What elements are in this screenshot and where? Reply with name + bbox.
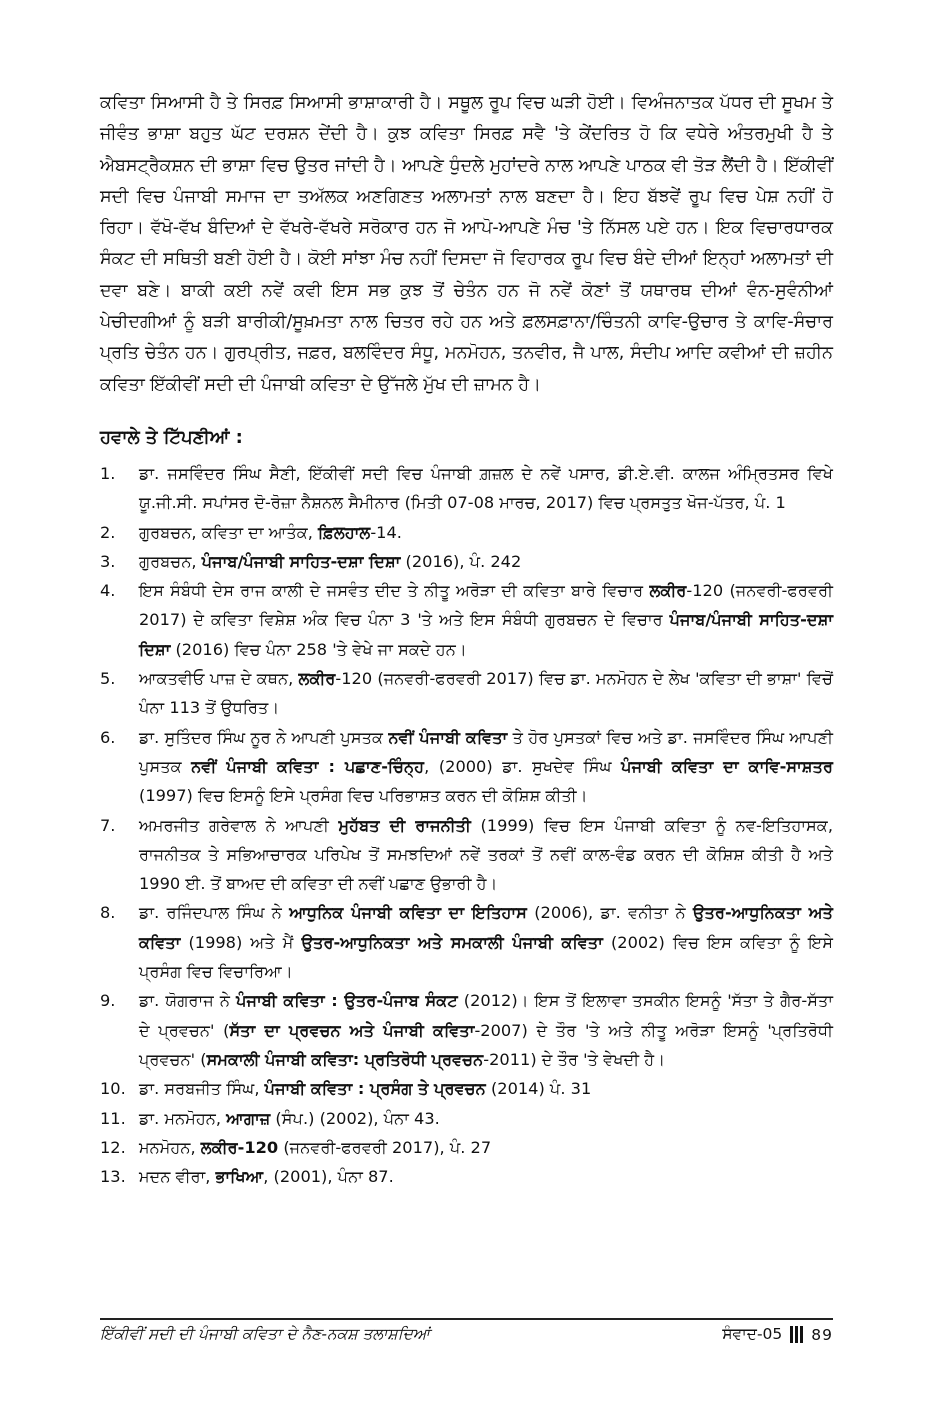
- reference-text: [139, 898, 833, 986]
- reference-title: ਪੰਜਾਬੀ ਕਵਿਤਾ : ਪ੍ਰਸੰਗ ਤੇ ਪ੍ਰਵਚਨ: [264, 1079, 486, 1099]
- reference-segment: ਤੇ ਹੋਰ ਪੁਸਤਕਾਂ ਵਿਚ ਅਤੇ ਡਾ. ਜਸਵਿੰਦਰ ਸਿੰਘ ਆਪਣੀ ਪੁਸਤਕ: [139, 727, 833, 776]
- reference-text: [139, 1162, 833, 1191]
- references-heading: ਹਵਾਲੇ ਤੇ ਟਿੱਪਣੀਆਂ :: [100, 426, 243, 448]
- reference-segment: , (2001), ਪੰਨਾ 87.: [263, 1167, 394, 1187]
- reference-segment: (2016) ਵਿਚ ਪੰਨਾ 258 'ਤੇ ਵੇਖੇ ਜਾ ਸਕਦੇ ਹਨ।: [170, 639, 467, 659]
- page-footer: [100, 1325, 833, 1353]
- page-number: 89: [811, 1325, 833, 1344]
- reference-item: [100, 547, 833, 576]
- reference-text: [139, 1133, 833, 1162]
- reference-segment: ਡਾ. ਯੋਗਰਾਜ ਨੇ: [139, 991, 237, 1011]
- references-list: [100, 459, 833, 1191]
- reference-item: [100, 1162, 833, 1191]
- page-content: [100, 88, 833, 1191]
- reference-segment: (ਸੰਪ.) (2002), ਪੰਨਾ 43.: [270, 1108, 440, 1128]
- reference-segment: ਡਾ. ਸਰਬਜੀਤ ਸਿੰਘ,: [139, 1079, 265, 1099]
- reference-title: ਫ਼ਿਲਹਾਲ: [318, 522, 371, 542]
- reference-number: 3.: [100, 551, 116, 571]
- reference-title: ਆਗਾਜ਼: [226, 1108, 271, 1128]
- reference-title: ਨਵੀਂ ਪੰਜਾਬੀ ਕਵਿਤਾ: [388, 727, 508, 747]
- reference-item: [100, 459, 833, 518]
- reference-segment: ਡਾ. ਰਜਿੰਦਪਾਲ ਸਿੰਘ ਨੇ: [139, 903, 290, 923]
- reference-item: [100, 723, 833, 811]
- reference-segment: (2014) ਪੰ. 31: [485, 1079, 592, 1099]
- reference-text: [139, 723, 833, 811]
- reference-text: [139, 576, 833, 664]
- reference-item: [100, 1104, 833, 1133]
- reference-segment: (ਜਨਵਰੀ-ਫਰਵਰੀ 2017), ਪੰ. 27: [278, 1137, 492, 1157]
- reference-title: ਮੁਹੱਬਤ ਦੀ ਰਾਜਨੀਤੀ: [338, 815, 471, 835]
- reference-title: ਲਕੀਰ-120: [200, 1137, 279, 1157]
- reference-item: [100, 576, 833, 664]
- reference-item: [100, 811, 833, 899]
- reference-segment: ਅਮਰਜੀਤ ਗਰੇਵਾਲ ਨੇ ਆਪਣੀ: [139, 815, 339, 835]
- reference-title: ਲਕੀਰ: [649, 581, 687, 601]
- reference-item: [100, 664, 833, 723]
- reference-title: ਪੰਜਾਬੀ ਕਵਿਤਾ : ਉਤਰ-ਪੰਜਾਬ ਸੰਕਟ: [236, 991, 458, 1011]
- reference-segment: ਗੁਰਬਚਨ, ਕਵਿਤਾ ਦਾ ਆਤੰਕ,: [139, 522, 319, 542]
- reference-title: ਪੰਜਾਬ/ਪੰਜਾਬੀ ਸਾਹਿਤ-ਦਸ਼ਾ ਦਿਸ਼ਾ: [201, 551, 401, 571]
- reference-number: 10.: [100, 1079, 126, 1099]
- bars-ornament-icon: [790, 1326, 803, 1343]
- reference-number: 8.: [100, 903, 116, 923]
- reference-segment: ਡਾ. ਮਨਮੋਹਨ,: [139, 1108, 227, 1128]
- reference-segment: (2016), ਪੰ. 242: [400, 551, 522, 571]
- reference-segment: ਆਕਤਵੀਓ ਪਾਜ਼ ਦੇ ਕਥਨ,: [139, 669, 299, 689]
- reference-text: [139, 811, 833, 899]
- footer-right: [722, 1325, 833, 1344]
- reference-number: 11.: [100, 1108, 126, 1128]
- reference-segment: (2002) ਵਿਚ ਇਸ ਕਵਿਤਾ ਨੂੰ ਇਸੇ ਪ੍ਰਸੰਗ ਵਿਚ ਵਿਚਾਰਿਆ।: [139, 932, 834, 982]
- issue-label: ਸੰਵਾਦ-05: [722, 1325, 783, 1343]
- reference-number: 1.: [100, 463, 116, 483]
- reference-text: [139, 547, 833, 576]
- reference-title: ਸੱਤਾ ਦਾ ਪ੍ਰਵਚਨ ਅਤੇ ਪੰਜਾਬੀ ਕਵਿਤਾ: [229, 1020, 475, 1040]
- reference-segment: ਇਸ ਸੰਬੰਧੀ ਦੇਸ ਰਾਜ ਕਾਲੀ ਦੇ ਜਸਵੰਤ ਦੀਦ ਤੇ ਨੀਤੂ ਅਰੋੜਾ ਦੀ ਕਵਿਤਾ ਬਾਰੇ ਵਿਚਾਰ: [139, 581, 650, 601]
- reference-segment: -2007) ਦੇ ਤੌਰ 'ਤੇ ਅਤੇ ਨੀਤੂ ਅਰੋੜਾ ਇਸਨੂੰ 'ਪ੍ਰਤਿਰੋਧੀ ਪ੍ਰਵਚਨ' (: [139, 1020, 833, 1069]
- reference-text: [139, 986, 833, 1074]
- reference-segment: -2011) ਦੇ ਤੌਰ 'ਤੇ ਵੇਖਦੀ ਹੈ।: [483, 1049, 666, 1069]
- reference-title: ਨਵੀਂ ਪੰਜਾਬੀ ਕਵਿਤਾ : ਪਛਾਣ-ਚਿੰਨ੍ਹ: [191, 756, 425, 776]
- reference-segment: (1999) ਵਿਚ ਇਸ ਪੰਜਾਬੀ ਕਵਿਤਾ ਨੂੰ ਨਵ-ਇਤਿਹਾਸਕ, ਰਾਜਨੀਤਕ ਤੇ ਸਭਿਆਚਾਰਕ ਪਰਿਪੇਖ ਤੋਂ ਸਮਝਦਿਆਂ ਨਵੇਂ ਤਰਕਾਂ ਤੋਂ ਨਵੀਂ ਕਾਲ-ਵੰਡ ਕਰਨ ਦੀ ਕੋਸ਼ਿਸ਼ ਕੀਤੀ ਹੈ ਅਤੇ 1990 ਈ. ਤੋਂ ਬਾਅਦ ਦੀ ਕਵਿਤਾ ਦੀ ਨਵੀਂ ਪਛਾਣ ਉਭਾਰੀ ਹੈ।: [139, 815, 833, 894]
- reference-segment: -120 (ਜਨਵਰੀ-ਫਰਵਰੀ 2017) ਵਿਚ ਡਾ. ਮਨਮੋਹਨ ਦੇ ਲੇਖ 'ਕਵਿਤਾ ਦੀ ਭਾਸ਼ਾ' ਵਿਚੋਂ ਪੰਨਾ 113 ਤੋਂ ਉਧਰਿਤ।: [139, 669, 833, 718]
- reference-segment: -14.: [370, 522, 402, 542]
- reference-text: [139, 459, 833, 518]
- body-paragraph: ਕਵਿਤਾ ਸਿਆਸੀ ਹੈ ਤੇ ਸਿਰਫ਼ ਸਿਆਸੀ ਭਾਸ਼ਾਕਾਰੀ ਹੈ। ਸਥੂਲ ਰੂਪ ਵਿਚ ਘੜੀ ਹੋਈ। ਵਿਅੰਜਨਾਤਕ ਪੱਧਰ ਦੀ ਸੂਖਮ ਤੇ ਜੀਵੰਤ ਭਾਸ਼ਾ ਬਹੁਤ ਘੱਟ ਦਰਸ਼ਨ ਦੇਂਦੀ ਹੈ। ਕੁਝ ਕਵਿਤਾ ਸਿਰਫ਼ ਸਵੈ 'ਤੇ ਕੇਂਦਰਿਤ ਹੋ ਕਿ ਵਧੇਰੇ ਅੰਤਰਮੁਖੀ ਹੈ ਤੇ ਐਬਸਟ੍ਰੈਕਸ਼ਨ ਦੀ ਭਾਸ਼ਾ ਵਿਚ ਉਤਰ ਜਾਂਦੀ ਹੈ। ਆਪਣੇ ਧੁੰਦਲੇ ਮੁਹਾਂਦਰੇ ਨਾਲ ਆਪਣੇ ਪਾਠਕ ਵੀ ਤੋੜ ਲੈਂਦੀ ਹੈ। ਇੱਕੀਵੀਂ ਸਦੀ ਵਿਚ ਪੰਜਾਬੀ ਸਮਾਜ ਦਾ ਤਅੱਲਕ ਅਣਗਿਣਤ ਅਲਾਮਤਾਂ ਨਾਲ ਬਣਦਾ ਹੈ। ਇਹ ਬੱਝਵੇਂ ਰੂਪ ਵਿਚ ਪੇਸ਼ ਨਹੀਂ ਹੋ ਰਿਹਾ। ਵੱਖੋ-ਵੱਖ ਬੰਦਿਆਂ ਦੇ ਵੱਖਰੇ-ਵੱਖਰੇ ਸਰੋਕਾਰ ਹਨ ਜੋ ਆਪੋ-ਆਪਣੇ ਮੰਚ 'ਤੇ ਨਿੱਸਲ ਪਏ ਹਨ। ਇਕ ਵਿਚਾਰਧਾਰਕ ਸੰਕਟ ਦੀ ਸਥਿਤੀ ਬਣੀ ਹੋਈ ਹੈ। ਕੋਈ ਸਾਂਝਾ ਮੰਚ ਨਹੀਂ ਦਿਸਦਾ ਜੋ ਵਿਹਾਰਕ ਰੂਪ ਵਿਚ ਬੰਦੇ ਦੀਆਂ ਇਨ੍ਹਾਂ ਅਲਾਮਤਾਂ ਦੀ ਦਵਾ ਬਣੇ। ਬਾਕੀ ਕਈ ਨਵੇਂ ਕਵੀ ਇਸ ਸਭ ਕੁਝ ਤੋਂ ਚੇਤੰਨ ਹਨ ਜੋ ਨਵੇਂ ਕੋਣਾਂ ਤੋਂ ਯਥਾਰਥ ਦੀਆਂ ਵੰਨ-ਸੁਵੰਨੀਆਂ ਪੇਚੀਦਗੀਆਂ ਨੂੰ ਬੜੀ ਬਾਰੀਕੀ/ਸੂਖ਼ਮਤਾ ਨਾਲ ਚਿਤਰ ਰਹੇ ਹਨ ਅਤੇ ਫ਼ਲਸਫ਼ਾਨਾ/ਚਿੰਤਨੀ ਕਾਵਿ-ਉਚਾਰ ਤੇ ਕਾਵਿ-ਸੰਚਾਰ ਪ੍ਰਤਿ ਚੇਤੰਨ ਹਨ। ਗੁਰਪ੍ਰੀਤ, ਜਫ਼ਰ, ਬਲਵਿੰਦਰ ਸੰਧੂ, ਮਨਮੋਹਨ, ਤਨਵੀਰ, ਜੈ ਪਾਲ, ਸੰਦੀਪ ਆਦਿ ਕਵੀਆਂ ਦੀ ਜ਼ਹੀਨ ਕਵਿਤਾ ਇੱਕੀਵੀਂ ਸਦੀ ਦੀ ਪੰਜਾਬੀ ਕਵਿਤਾ ਦੇ ਉੱਜਲੇ ਮੁੱਖ ਦੀ ਜ਼ਾਮਨ ਹੈ।: [100, 93, 833, 395]
- reference-segment: (2012)। ਇਸ ਤੋਂ ਇਲਾਵਾ ਤਸਕੀਨ ਇਸਨੂੰ 'ਸੱਤਾ ਤੇ ਗੈਰ-ਸੱਤਾ ਦੇ ਪ੍ਰਵਚਨ' (: [139, 991, 833, 1040]
- reference-title: ਪੰਜਾਬੀ ਕਵਿਤਾ ਦਾ ਕਾਵਿ-ਸਾਸ਼ਤਰ: [621, 756, 833, 776]
- reference-number: 7.: [100, 815, 116, 835]
- reference-segment: -120 (ਜਨਵਰੀ-ਫਰਵਰੀ 2017) ਦੇ ਕਵਿਤਾ ਵਿਸ਼ੇਸ਼ ਅੰਕ ਵਿਚ ਪੰਨਾ 3 'ਤੇ ਅਤੇ ਇਸ ਸੰਬੰਧੀ ਗੁਰਬਚਨ ਦੇ ਵਿਚਾਰ: [139, 581, 834, 630]
- reference-item: [100, 518, 833, 547]
- reference-title: ਲਕੀਰ: [298, 669, 336, 689]
- reference-item: [100, 1133, 833, 1162]
- reference-item: [100, 986, 833, 1074]
- reference-number: 12.: [100, 1137, 126, 1157]
- reference-text: [139, 1074, 833, 1103]
- reference-text: [139, 518, 833, 547]
- reference-title: ਸਮਕਾਲੀ ਪੰਜਾਬੀ ਕਵਿਤਾ: ਪ੍ਰਤਿਰੋਧੀ ਪ੍ਰਵਚਨ: [206, 1049, 484, 1069]
- reference-segment: (2006), ਡਾ. ਵਨੀਤਾ ਨੇ: [526, 903, 693, 923]
- reference-segment: ਡਾ. ਜਸਵਿੰਦਰ ਸਿੰਘ ਸੈਣੀ, ਇੱਕੀਵੀਂ ਸਦੀ ਵਿਚ ਪੰਜਾਬੀ ਗ਼ਜ਼ਲ ਦੇ ਨਵੇਂ ਪਸਾਰ, ਡੀ.ਏ.ਵੀ. ਕਾਲਜ ਅੰਮ੍ਰਿਤਸਰ ਵਿਖੇ ਯੂ.ਜੀ.ਸੀ. ਸਪਾਂਸਰ ਦੋ-ਰੋਜ਼ਾ ਨੈਸ਼ਨਲ ਸੈਮੀਨਾਰ (ਮਿਤੀ 07-08 ਮਾਰਚ, 2017) ਵਿਚ ਪ੍ਰਸਤੁਤ ਖੋਜ-ਪੱਤਰ, ਪੰ. 1: [139, 463, 833, 513]
- footer-rule: [100, 1318, 833, 1320]
- reference-item: [100, 1074, 833, 1103]
- reference-number: 2.: [100, 522, 116, 542]
- reference-segment: (1997) ਵਿਚ ਇਸਨੂੰ ਇਸੇ ਪ੍ਰਸੰਗ ਵਿਚ ਪਰਿਭਾਸ਼ਤ ਕਰਨ ਦੀ ਕੋਸ਼ਿਸ਼ ਕੀਤੀ।: [139, 786, 588, 806]
- reference-segment: (1998) ਅਤੇ ਮੈਂ: [180, 932, 302, 952]
- reference-number: 13.: [100, 1167, 126, 1187]
- running-title: ਇੱਕੀਵੀਂ ਸਦੀ ਦੀ ਪੰਜਾਬੀ ਕਵਿਤਾ ਦੇ ਨੈਣ-ਨਕਸ਼ ਤਲਾਸ਼ਦਿਆਂ: [100, 1325, 430, 1343]
- reference-segment: ਡਾ. ਸੁਤਿੰਦਰ ਸਿੰਘ ਨੂਰ ਨੇ ਆਪਣੀ ਪੁਸਤਕ: [139, 727, 389, 747]
- reference-title: ਭਾਖਿਆ: [215, 1167, 264, 1187]
- reference-number: 5.: [100, 669, 116, 689]
- reference-title: ਉਤਰ-ਆਧੁਨਿਕਤਾ ਅਤੇ ਕਵਿਤਾ: [139, 903, 833, 952]
- reference-number: 4.: [100, 581, 116, 601]
- reference-title: ਉਤਰ-ਆਧੁਨਿਕਤਾ ਅਤੇ ਸਮਕਾਲੀ ਪੰਜਾਬੀ ਕਵਿਤਾ: [301, 932, 603, 952]
- reference-segment: ਮਨਮੋਹਨ,: [139, 1137, 201, 1157]
- reference-item: [100, 898, 833, 986]
- reference-title: ਪੰਜਾਬ/ਪੰਜਾਬੀ ਸਾਹਿਤ-ਦਸ਼ਾ ਦਿਸ਼ਾ: [139, 610, 833, 659]
- reference-title: ਆਧੁਨਿਕ ਪੰਜਾਬੀ ਕਵਿਤਾ ਦਾ ਇਤਿਹਾਸ: [289, 903, 527, 923]
- reference-segment: ਮਦਨ ਵੀਰਾ,: [139, 1167, 216, 1187]
- reference-text: [139, 664, 833, 723]
- reference-text: [139, 1104, 833, 1133]
- reference-segment: , (2000) ਡਾ. ਸੁਖਦੇਵ ਸਿੰਘ: [424, 756, 622, 776]
- reference-number: 6.: [100, 727, 116, 747]
- reference-segment: ਗੁਰਬਚਨ,: [139, 551, 202, 571]
- reference-number: 9.: [100, 991, 116, 1011]
